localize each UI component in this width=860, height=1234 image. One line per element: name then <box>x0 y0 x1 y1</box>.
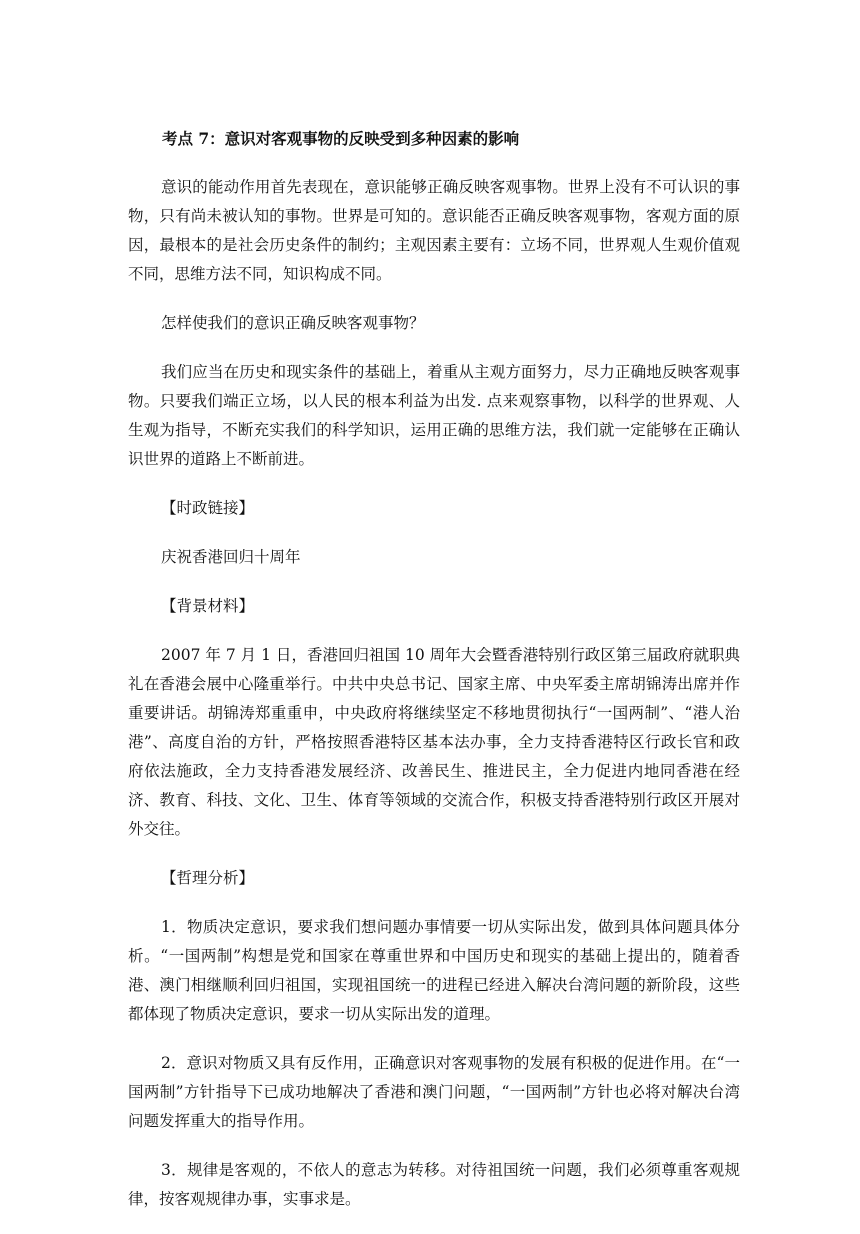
document-body <box>128 124 740 1234</box>
paragraph-question: 怎样使我们的意识正确反映客观事物？ <box>161 314 425 332</box>
analysis-point-2: 2．意识对物质又具有反作用，正确意识对客观事物的发展有积极的促进作用。在“一国两制”方针指导下已成功地解决了香港和澳门问题，“一国两制”方针也必将对解决台湾问题发挥重大的指导作用。 <box>128 1054 740 1130</box>
analysis-point-1: 1．物质决定意识，要求我们想问题办事情要一切从实际出发，做到具体问题具体分析。“一国两制”构想是党和国家在尊重世界和中国历史和现实的基础上提出的，随着香港、澳门相继顺利回归祖国，实现祖国统一的进程已经进入解决台湾问题的新阶段，这些都体现了物质决定意识，要求一切从实际出发的道理。 <box>128 918 740 1023</box>
section-heading: 考点 7：意识对客观事物的反映受到多种因素的影响 <box>162 129 520 148</box>
paragraph-background: 2007 年 7 月 1 日，香港回归祖国 10 周年大会暨香港特别行政区第三届政府就职典礼在香港会展中心隆重举行。中共中央总书记、国家主席、中央军委主席胡锦涛出席并作重要讲话。胡锦涛郑重重申，中央政府将继续坚定不移地贯彻执行“一国两制”、“港人治港”、高度自治的方针，严格按照香港特区基本法办事，全力支持香港特区行政长官和政府依法施政，全力支持香港发展经济、改善民生、推进民主，全力促进内地同香港在经济、教育、科技、文化、卫生、体育等领域的交流合作，积极支持香港特别行政区开展对外交往。 <box>128 646 740 838</box>
paragraph-answer: 我们应当在历史和现实条件的基础上，着重从主观方面努力，尽力正确地反映客观事物。只要我们端正立场，以人民的根本利益为出发. 点来观察事物，以科学的世界观、人生观为指导，不断充实我们的科学知识，运用正确的思维方法，我们就一定能够在正确认识世界的道路上不断前进。 <box>128 363 740 468</box>
topic-hong-kong-anniversary: 庆祝香港回归十周年 <box>161 548 301 566</box>
paragraph-consciousness-role: 意识的能动作用首先表现在，意识能够正确反映客观事物。世界上没有不可认识的事物，只有尚未被认知的事物。世界是可知的。意识能否正确反映客观事物，客观方面的原因，最根本的是社会历史条件的制约；主观因素主要有：立场不同，世界观人生观价值观不同，思维方法不同，知识构成不同。 <box>128 178 740 283</box>
label-philosophical-analysis: 【哲理分析】 <box>161 869 255 887</box>
analysis-point-3: 3．规律是客观的，不依人的意志为转移。对待祖国统一问题，我们必须尊重客观规律，按客观规律办事，实事求是。 <box>128 1161 740 1208</box>
label-current-affairs-link: 【时政链接】 <box>161 499 255 517</box>
label-background-material: 【背景材料】 <box>161 597 255 615</box>
